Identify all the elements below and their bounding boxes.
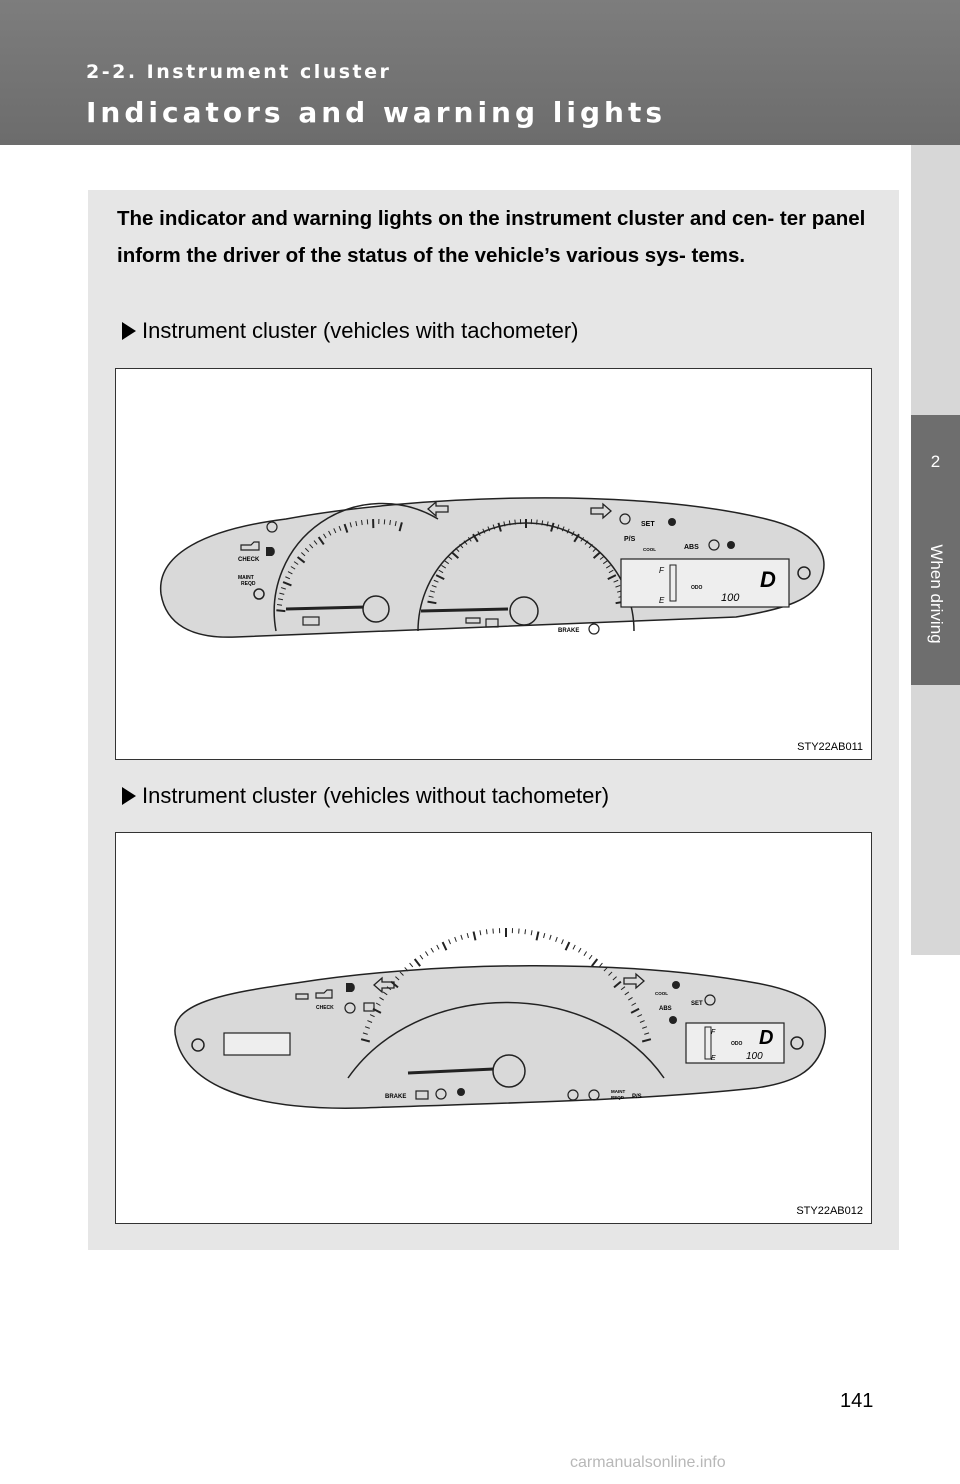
side-tab-top <box>911 145 960 415</box>
airbag-icon <box>457 1088 465 1096</box>
chapter-name: When driving <box>927 544 946 644</box>
triangle-bullet-icon <box>122 787 136 805</box>
gauge-tick <box>584 951 587 955</box>
airbag-icon <box>668 518 676 526</box>
abs-label: ABS <box>684 544 699 551</box>
speedometer-hub <box>493 1055 525 1087</box>
gauge-tick <box>589 955 592 959</box>
seatbelt-icon <box>669 1016 677 1024</box>
clock-display <box>224 1033 290 1055</box>
speedometer-needle <box>421 609 508 611</box>
gauge-tick <box>486 929 487 934</box>
tachometer-needle <box>286 607 366 609</box>
gauge-tick <box>437 945 439 949</box>
set-label: SET <box>691 1001 703 1007</box>
gauge-tick <box>561 939 563 944</box>
gear-display: D <box>759 1027 774 1049</box>
fuel-empty-label: E <box>659 596 665 605</box>
side-tab-bottom <box>911 685 960 955</box>
tachometer-hub <box>363 596 389 622</box>
figure-code: STY22AB011 <box>797 741 863 753</box>
figure-code: STY22AB012 <box>796 1205 863 1217</box>
speedometer-hub <box>510 597 538 625</box>
gauge-tick <box>431 948 434 952</box>
watermark: carmanualsonline.info <box>570 1454 726 1471</box>
gauge-tick <box>467 933 468 938</box>
brake-label: BRAKE <box>558 628 580 634</box>
high-beam-icon <box>346 983 355 992</box>
figure-no-tachometer <box>115 832 872 1224</box>
cluster-illustration <box>116 369 871 759</box>
gauge-tick <box>556 937 558 942</box>
gauge-tick <box>537 520 538 525</box>
cool-label: COOL <box>655 991 668 996</box>
high-beam-icon <box>266 547 275 556</box>
brake-label: BRAKE <box>385 1094 407 1100</box>
gauge-tick <box>410 963 413 967</box>
check-label: CHECK <box>238 557 260 563</box>
maint-label: MAINT <box>611 1089 626 1094</box>
odo-value: 100 <box>746 1051 763 1062</box>
fuel-full-label: F <box>659 566 664 575</box>
gauge-tick <box>415 959 420 966</box>
door-ajar-icon <box>672 981 680 989</box>
reqd-label: REQD <box>241 581 256 587</box>
gauge-tick <box>537 932 539 941</box>
triangle-bullet-icon <box>122 322 136 340</box>
gauge-tick <box>480 930 481 935</box>
figure-caption-text: Instrument cluster (vehicles with tachometer) <box>142 318 579 343</box>
gauge-tick <box>515 520 516 525</box>
ps-label: P/S <box>624 536 636 543</box>
fuel-full-label: F <box>711 1029 716 1036</box>
figure-caption <box>122 783 609 809</box>
odo-label: ODO <box>731 1041 743 1047</box>
maint-label: MAINT <box>238 575 254 581</box>
reqd-label: REQD <box>611 1095 625 1100</box>
gauge-tick <box>550 935 552 940</box>
gauge-tick <box>566 942 570 950</box>
gauge-tick <box>474 932 476 941</box>
figure-tachometer <box>115 368 872 760</box>
gauge-tick <box>443 942 447 950</box>
gauge-tick <box>455 937 457 942</box>
abs-label: ABS <box>659 1006 672 1012</box>
gauge-tick <box>579 948 582 952</box>
check-label: CHECK <box>316 1005 334 1011</box>
gauge-tick <box>544 933 545 938</box>
odo-label: ODO <box>691 585 703 591</box>
set-label: SET <box>641 521 655 528</box>
gauge-tick <box>592 959 597 966</box>
gear-display: D <box>760 567 776 592</box>
door-ajar-icon <box>589 624 599 634</box>
cool-label: COOL <box>643 547 656 552</box>
gauge-tick <box>525 929 526 934</box>
gauge-tick <box>531 930 532 935</box>
section-label: 2-2. Instrument cluster <box>86 61 392 83</box>
gauge-tick <box>573 945 575 949</box>
gauge-tick <box>461 935 463 940</box>
page-number: 141 <box>840 1390 874 1412</box>
gauge-tick <box>425 951 428 955</box>
ps-label: P/S <box>632 1094 642 1100</box>
cluster-illustration <box>116 833 871 1223</box>
seatbelt-icon <box>727 541 735 549</box>
gauge-tick <box>449 939 451 944</box>
fuel-empty-label: E <box>711 1055 716 1062</box>
gauge-tick <box>420 955 423 959</box>
gauge-tick <box>276 610 285 611</box>
chapter-number: 2 <box>930 452 941 471</box>
intro-paragraph: The indicator and warning lights on the instrument cluster and cen- ter panel inform the driver of the status of the vehicle’s various sys- tems. <box>117 207 866 267</box>
figure-caption <box>122 318 579 344</box>
figure-caption-text: Instrument cluster (vehicles without tachometer) <box>142 783 610 808</box>
page-title: Indicators and warning lights <box>86 96 666 129</box>
odo-value: 100 <box>721 592 740 604</box>
